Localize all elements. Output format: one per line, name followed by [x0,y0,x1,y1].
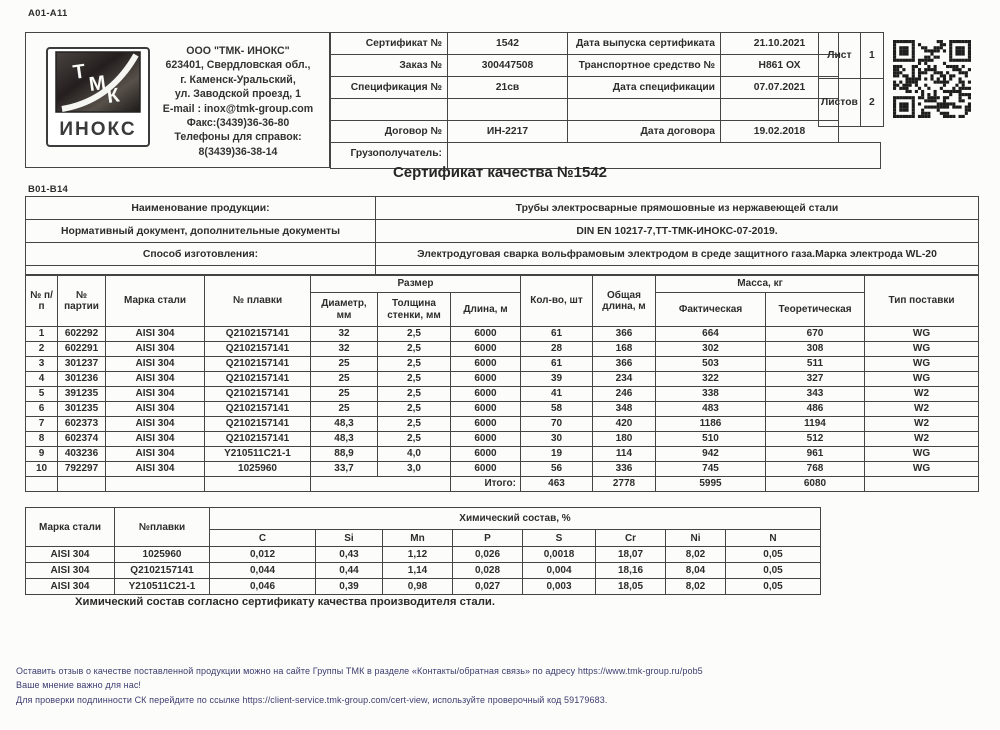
cell: 486 [766,402,865,417]
cell: 1025960 [115,547,210,563]
table-row [819,79,884,127]
cell: AISI 304 [106,327,205,342]
certificate-info-table [330,32,839,143]
empty-cell [376,266,979,275]
cell: AISI 304 [106,342,205,357]
cell: 2,5 [378,432,451,447]
table-row [26,547,821,563]
cell: 6000 [451,357,521,372]
cell: 2,5 [378,417,451,432]
logo-subtext: ИНОКС [59,119,137,140]
chem-col-Si: Si [316,530,383,547]
table-row [26,357,979,372]
cell: AISI 304 [106,357,205,372]
cell: 664 [656,327,766,342]
cell: 602292 [58,327,106,342]
table-row [331,121,839,143]
cell: Q2102157141 [205,372,311,387]
vehicle-label: Транспортное средство № [568,55,721,77]
cell: 18,05 [596,579,666,595]
sheets-label: Листов [819,79,861,127]
table-row [26,327,979,342]
chem-col-S: S [523,530,596,547]
cell: 301235 [58,402,106,417]
cell: Q2102157141 [205,357,311,372]
cell: 301237 [58,357,106,372]
table-row [26,387,979,402]
cell: 420 [593,417,656,432]
table-row [26,342,979,357]
cell: 30 [521,432,593,447]
contract-number-label: Договор № [331,121,448,143]
cell: 8,02 [666,579,726,595]
company-address [152,44,324,159]
cell: Y210511C21-1 [205,447,311,462]
cell: WG [865,462,979,477]
cell: 19 [521,447,593,462]
cell: WG [865,447,979,462]
cell: 403236 [58,447,106,462]
cell: 348 [593,402,656,417]
cell: AISI 304 [106,372,205,387]
cell: 503 [656,357,766,372]
table-row [26,462,979,477]
cell: 1025960 [205,462,311,477]
col-delivery: Тип поставки [865,276,979,327]
cell: AISI 304 [106,447,205,462]
cell: AISI 304 [26,547,115,563]
address-line: 8(3439)36-38-14 [198,145,278,158]
col-grade: Марка стали [106,276,205,327]
cell: 670 [766,327,865,342]
cell: 33,7 [311,462,378,477]
cell: 4 [26,372,58,387]
col-wall: Толщина стенки, мм [378,293,451,327]
cell: 0,05 [726,563,821,579]
total-length: 2778 [593,477,656,492]
table-row [26,266,979,275]
cell: 483 [656,402,766,417]
cell: 39 [521,372,593,387]
product-name-label: Наименование продукции: [26,197,376,220]
cell: 301236 [58,372,106,387]
method-label: Способ изготовления: [26,243,376,266]
cell: Q2102157141 [115,563,210,579]
table-row [26,372,979,387]
address-line: ул. Заводской проезд, 1 [174,88,302,101]
product-info-table [25,196,979,275]
cell: Q2102157141 [205,432,311,447]
cell: 745 [656,462,766,477]
cell: 25 [311,357,378,372]
chem-col-N: N [726,530,821,547]
cell: W2 [865,402,979,417]
cell: 336 [593,462,656,477]
empty-cell [331,99,448,121]
cell: W2 [865,387,979,402]
cell: 511 [766,357,865,372]
col-diameter: Диаметр, мм [311,293,378,327]
table-row [26,220,979,243]
col-batch: № партии [58,276,106,327]
cell: 0,05 [726,547,821,563]
col-qty: Кол-во, шт [521,276,593,327]
cell: AISI 304 [26,563,115,579]
qr-code-icon [893,40,971,118]
sheet-value: 1 [860,33,883,79]
consignee-label: Грузополучатель: [331,143,448,169]
chem-col-Mn: Mn [383,530,453,547]
cert-issue-date-label: Дата выпуска сертификата [568,33,721,55]
cell: 343 [766,387,865,402]
cell: 6000 [451,402,521,417]
cell: 61 [521,357,593,372]
chem-col-C: C [210,530,316,547]
chem-col-Cr: Cr [596,530,666,547]
cell: 25 [311,402,378,417]
corner-label-mid: В01-В14 [28,184,69,195]
cell: 56 [521,462,593,477]
cell: 1186 [656,417,766,432]
cell: 6000 [451,432,521,447]
cell: 0,012 [210,547,316,563]
cell: Q2102157141 [205,387,311,402]
cell: 366 [593,357,656,372]
product-name-value: Трубы электросварные прямошовные из нержавеющей стали [376,197,979,220]
sheet-count-table [818,32,884,127]
cell: 602374 [58,432,106,447]
order-number-label: Заказ № [331,55,448,77]
cell: 1,12 [383,547,453,563]
cell: AISI 304 [106,387,205,402]
address-line: E-mail : inox@tmk-group.com [162,102,314,115]
cell: 0,98 [383,579,453,595]
cell: 0,004 [523,563,596,579]
standard-doc-label: Нормативный документ, дополнительные документы [26,220,376,243]
corner-label-top: А01-А11 [28,8,68,19]
cell: WG [865,357,979,372]
contract-date-value: 19.02.2018 [721,121,839,143]
cell: 234 [593,372,656,387]
empty-cell [568,99,721,121]
cell: 41 [521,387,593,402]
total-label: Итого: [451,477,521,492]
cell: 0,43 [316,547,383,563]
sheet-label: Лист [819,33,861,79]
spec-date-value: 07.07.2021 [721,77,839,99]
cell: 7 [26,417,58,432]
cell: 0,44 [316,563,383,579]
cell: 0,39 [316,579,383,595]
empty-cell [58,477,106,492]
address-line: ООО "ТМК- ИНОКС" [186,45,290,57]
contract-number-value: ИН-2217 [448,121,568,143]
cell: 246 [593,387,656,402]
cell: 70 [521,417,593,432]
cell: 0,05 [726,579,821,595]
cell: 961 [766,447,865,462]
cell: 302 [656,342,766,357]
cell: 25 [311,387,378,402]
col-total-length: Общая длина, м [593,276,656,327]
feedback-note: Оставить отзыв о качестве поставленной продукции можно на сайте Группы ТМК в разделе «Контакты/обратная связь» по адресу https://www.tmk-group.ru/pob5 [16,666,703,676]
cell: 58 [521,402,593,417]
standard-doc-value: DIN EN 10217-7,ТТ-ТМК-ИНОКС-07-2019. [376,220,979,243]
cell: AISI 304 [106,432,205,447]
cell: 48,3 [311,417,378,432]
col-length: Длина, м [451,293,521,327]
table-row [26,197,979,220]
empty-cell [205,477,311,492]
vehicle-value: Н861 ОХ [721,55,839,77]
pipe-lots-table [25,275,979,492]
table-row [331,33,839,55]
cell: 18,16 [596,563,666,579]
cell: 168 [593,342,656,357]
cell: 6000 [451,462,521,477]
chem-col-grade: Марка стали [26,508,115,547]
cell: AISI 304 [26,579,115,595]
cell: 8,04 [666,563,726,579]
cell: 0,046 [210,579,316,595]
cell: 510 [656,432,766,447]
total-actual-mass: 5995 [656,477,766,492]
table-row [26,243,979,266]
cell: Q2102157141 [205,327,311,342]
company-info-box [25,32,330,168]
cell: 942 [656,447,766,462]
table-row [331,77,839,99]
cell: WG [865,372,979,387]
total-qty: 463 [521,477,593,492]
cell: 6000 [451,372,521,387]
empty-cell [311,477,451,492]
cell: 0,044 [210,563,316,579]
empty-cell [26,266,376,275]
sheets-value: 2 [860,79,883,127]
cell: 2,5 [378,342,451,357]
table-row [26,402,979,417]
cell: 0,026 [453,547,523,563]
empty-cell [106,477,205,492]
chemistry-note: Химический состав согласно сертификату качества производителя стали. [75,596,495,608]
cell: 602373 [58,417,106,432]
cell: 88,9 [311,447,378,462]
svg-text:Т: Т [71,60,87,84]
table-header-row [26,508,821,530]
verification-note: Для проверки подлинности СК перейдите по ссылке https://client-service.tmk-group.com/cert-view, используйте проверочный код 59179683. [16,695,608,705]
tmk-logo-icon [48,49,148,115]
table-row [26,579,821,595]
tmk-inox-logo [46,47,150,147]
cell: 2,5 [378,387,451,402]
cert-issue-date-value: 21.10.2021 [721,33,839,55]
cell: 5 [26,387,58,402]
table-row [26,417,979,432]
spec-number-value: 21св [448,77,568,99]
cell: 768 [766,462,865,477]
cell: 114 [593,447,656,462]
cell: Q2102157141 [205,417,311,432]
cell: 792297 [58,462,106,477]
cell: 48,3 [311,432,378,447]
order-number-value: 300447508 [448,55,568,77]
cell: 0,0018 [523,547,596,563]
cert-number-value: 1542 [448,33,568,55]
cell: 28 [521,342,593,357]
svg-text:М: М [87,71,108,96]
table-row [331,55,839,77]
cell: 1 [26,327,58,342]
chem-col-P: P [453,530,523,547]
cell: 61 [521,327,593,342]
opinion-note: Ваше мнение важно для нас! [16,680,142,690]
table-row [26,432,979,447]
total-theoretical-mass: 6080 [766,477,865,492]
cell: 6000 [451,342,521,357]
cell: 18,07 [596,547,666,563]
cell: 2,5 [378,327,451,342]
page-title: Сертификат качества №1542 [392,164,608,181]
cell: AISI 304 [106,417,205,432]
cell: 6000 [451,417,521,432]
table-row [819,33,884,79]
chem-col-Ni: Ni [666,530,726,547]
cell: 10 [26,462,58,477]
contract-date-label: Дата договора [568,121,721,143]
cell: 0,028 [453,563,523,579]
cell: 327 [766,372,865,387]
cell: 2 [26,342,58,357]
cell: 180 [593,432,656,447]
cell: 3,0 [378,462,451,477]
cell: Y210511C21-1 [115,579,210,595]
spec-date-label: Дата спецификации [568,77,721,99]
cell: 4,0 [378,447,451,462]
cell: WG [865,327,979,342]
address-line: Телефоны для справок: [174,131,302,144]
cell: 322 [656,372,766,387]
table-row [26,563,821,579]
table-row [26,447,979,462]
cell: 32 [311,342,378,357]
cell: 6000 [451,447,521,462]
cell: AISI 304 [106,462,205,477]
cell: 2,5 [378,357,451,372]
empty-cell [865,477,979,492]
cell: AISI 304 [106,402,205,417]
table-total-row [26,477,979,492]
cell: 6000 [451,327,521,342]
cell: 0,027 [453,579,523,595]
col-group-size: Размер [311,276,521,293]
cell: W2 [865,417,979,432]
chem-group-header: Химический состав, % [210,508,821,530]
address-line: Факс:(3439)36-36-80 [186,117,290,130]
cell: 9 [26,447,58,462]
col-heat: № плавки [205,276,311,327]
cell: 512 [766,432,865,447]
cell: 32 [311,327,378,342]
table-row [331,99,839,121]
cell: Q2102157141 [205,402,311,417]
chem-col-heat: №плавки [115,508,210,547]
cell: 338 [656,387,766,402]
cell: 2,5 [378,402,451,417]
cert-number-label: Сертификат № [331,33,448,55]
cell: W2 [865,432,979,447]
chemical-composition-table [25,507,821,595]
cell: 8,02 [666,547,726,563]
method-value: Электродуговая сварка вольфрамовым электродом в среде защитного газа.Марка электрода WL-20 [376,243,979,266]
svg-text:К: К [105,84,121,108]
cell: Q2102157141 [205,342,311,357]
cell: 8 [26,432,58,447]
col-group-mass: Масса, кг [656,276,865,293]
cell: 308 [766,342,865,357]
col-num: № п/п [26,276,58,327]
cell: 0,003 [523,579,596,595]
qr-code [893,40,971,118]
cell: 1,14 [383,563,453,579]
col-theoretical-mass: Теоретическая [766,293,865,327]
col-actual-mass: Фактическая [656,293,766,327]
cell: 2,5 [378,372,451,387]
cell: 366 [593,327,656,342]
cell: WG [865,342,979,357]
cell: 3 [26,357,58,372]
cell: 6000 [451,387,521,402]
cell: 602291 [58,342,106,357]
cell: 6 [26,402,58,417]
address-line: 623401, Свердловская обл., [165,59,311,72]
address-line: г. Каменск-Уральский, [180,73,296,86]
cell: 391235 [58,387,106,402]
table-header-row [26,276,979,293]
cell: 1194 [766,417,865,432]
empty-cell [26,477,58,492]
empty-cell [448,99,568,121]
spec-number-label: Спецификация № [331,77,448,99]
cell: 25 [311,372,378,387]
